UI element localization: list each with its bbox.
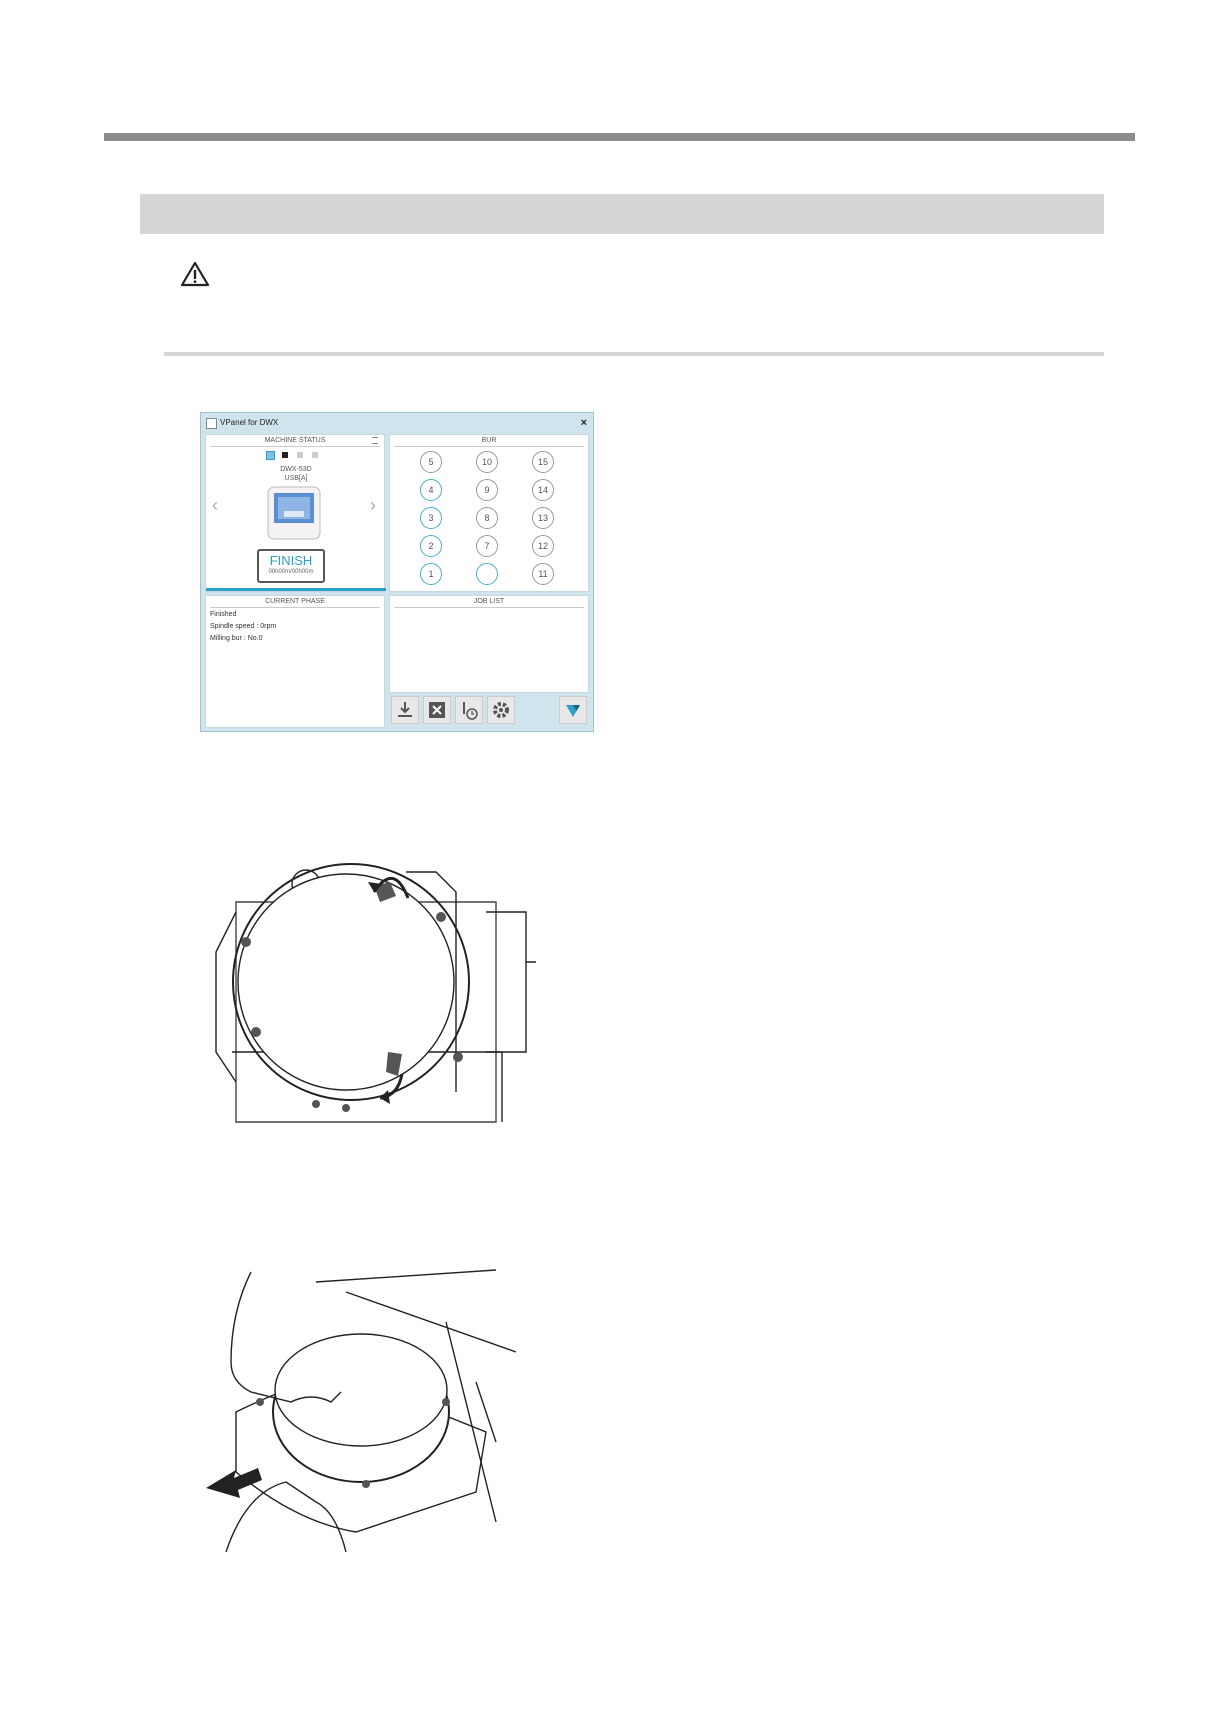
bur-slot-10[interactable]: 10 <box>476 451 498 473</box>
next-machine-icon[interactable]: › <box>370 495 376 515</box>
current-phase-pane <box>205 595 385 728</box>
spindle-speed-row: Spindle speed : 0rpm <box>210 623 277 630</box>
bur-slot-13[interactable]: 13 <box>532 507 554 529</box>
bur-slot-8[interactable]: 8 <box>476 507 498 529</box>
phase-state: Finished <box>210 611 237 618</box>
schedule-icon <box>456 697 482 723</box>
settings-button[interactable] <box>487 696 515 724</box>
cancel-icon <box>424 697 450 723</box>
warning-icon <box>180 260 210 288</box>
machine-status-heading: MACHINE STATUS <box>210 435 380 447</box>
bur-slot-15[interactable]: 15 <box>532 451 554 473</box>
status-box <box>257 549 325 583</box>
status-time: 00h00m/00h00m <box>268 569 314 575</box>
brand-icon <box>560 697 586 723</box>
cancel-button[interactable] <box>423 696 451 724</box>
page-header-rule <box>104 133 1135 141</box>
output-button[interactable] <box>391 696 419 724</box>
machine-slot-3[interactable] <box>297 452 303 458</box>
machine-slot-1[interactable] <box>266 451 275 460</box>
bur-slot-11[interactable]: 11 <box>532 563 554 585</box>
machine-status-pane <box>205 434 385 592</box>
machine-image <box>266 485 322 541</box>
caution-divider <box>164 352 1104 356</box>
status-text: FINISH <box>269 553 313 568</box>
vpanel-window <box>200 412 594 732</box>
milling-bur-value: No.0 <box>247 635 263 642</box>
prev-machine-icon[interactable]: ‹ <box>212 495 218 515</box>
remove-material-illustration <box>196 1262 516 1552</box>
bur-heading: BUR <box>394 435 584 447</box>
machine-model: DWX-53D <box>280 466 312 473</box>
bur-slot-7[interactable]: 7 <box>476 535 498 557</box>
machine-slot-4[interactable] <box>312 452 318 458</box>
bur-slot-4[interactable]: 4 <box>420 479 442 501</box>
section-heading-bar <box>140 194 1104 234</box>
current-phase-heading: CURRENT PHASE <box>210 596 380 608</box>
window-title: VPanel for DWX <box>220 418 279 427</box>
app-icon <box>206 418 217 429</box>
milling-bur-label: Milling bur <box>210 635 242 642</box>
close-icon[interactable]: × <box>580 417 587 429</box>
bur-slot-14[interactable]: 14 <box>532 479 554 501</box>
job-list-pane <box>389 595 589 693</box>
menu-icon[interactable] <box>372 437 378 444</box>
progress-bar <box>206 588 386 591</box>
schedule-button[interactable] <box>455 696 483 724</box>
output-icon <box>392 697 418 723</box>
machine-slot-2[interactable] <box>282 452 288 458</box>
bur-pane <box>389 434 589 592</box>
bur-slot-5[interactable]: 5 <box>420 451 442 473</box>
bur-slot-6[interactable] <box>476 563 498 585</box>
vpanel-titlebar <box>201 413 593 433</box>
machine-connection: USB[A] <box>284 475 308 482</box>
clamp-release-illustration <box>196 862 536 1126</box>
bur-slot-2[interactable]: 2 <box>420 535 442 557</box>
spindle-value: 0rpm <box>260 623 277 630</box>
settings-icon <box>488 697 514 723</box>
bur-slot-3[interactable]: 3 <box>420 507 442 529</box>
bur-slot-9[interactable]: 9 <box>476 479 498 501</box>
bur-slot-12[interactable]: 12 <box>532 535 554 557</box>
brand-button[interactable] <box>559 696 587 724</box>
job-list-heading: JOB LIST <box>394 596 584 608</box>
bur-slot-1[interactable]: 1 <box>420 563 442 585</box>
spindle-label: Spindle speed <box>210 623 255 630</box>
milling-bur-row: Milling bur : No.0 <box>210 635 263 642</box>
